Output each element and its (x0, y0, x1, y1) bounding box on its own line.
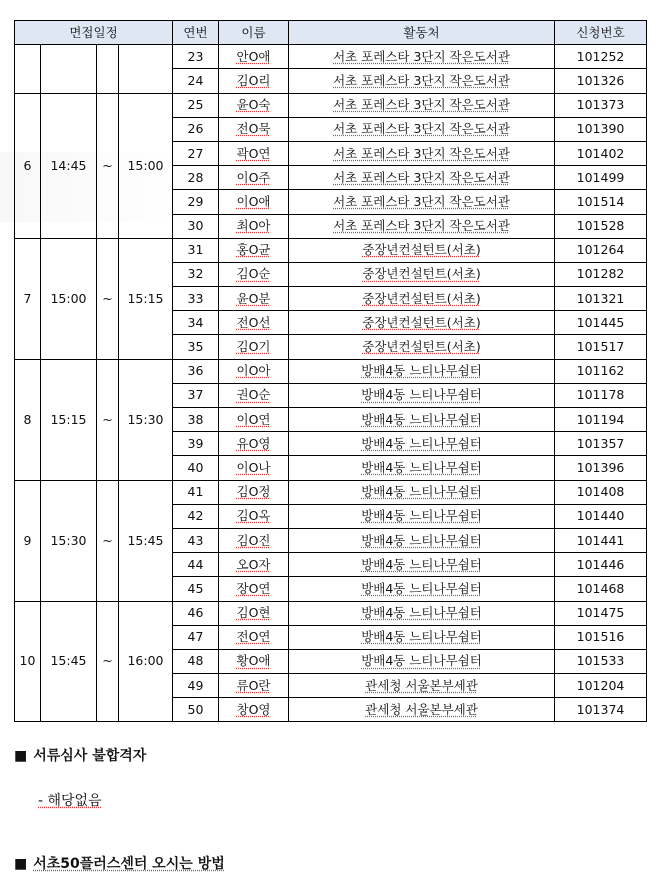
row-app-no: 101516 (555, 625, 647, 649)
row-place: 서초 포레스타 3단지 작은도서관 (289, 69, 555, 93)
row-no: 38 (173, 408, 219, 432)
directions-section-heading (14, 853, 225, 873)
schedule-index: 10 (15, 601, 41, 722)
row-place: 방배4동 느티나무쉼터 (289, 359, 555, 383)
row-place: 중장년컨설턴트(서초) (289, 287, 555, 311)
row-name: 창O영 (219, 698, 289, 722)
row-place: 서초 포레스타 3단지 작은도서관 (289, 45, 555, 69)
row-place: 중장년컨설턴트(서초) (289, 335, 555, 359)
row-name: 안O애 (219, 45, 289, 69)
row-place: 관세청 서울본부세관 (289, 698, 555, 722)
row-name: 류O란 (219, 674, 289, 698)
row-name: 이O나 (219, 456, 289, 480)
row-place: 서초 포레스타 3단지 작은도서관 (289, 190, 555, 214)
row-app-no: 101468 (555, 577, 647, 601)
schedule-start-time: 15:45 (41, 601, 97, 722)
schedule-separator: ~ (97, 93, 119, 238)
schedule-separator: ~ (97, 480, 119, 601)
row-app-no: 101252 (555, 45, 647, 69)
row-app-no: 101357 (555, 432, 647, 456)
schedule-end-time: 15:15 (119, 238, 173, 359)
row-no: 50 (173, 698, 219, 722)
row-name: 권O순 (219, 383, 289, 407)
row-app-no: 101282 (555, 262, 647, 286)
fail-section-heading (14, 745, 146, 765)
row-app-no: 101440 (555, 504, 647, 528)
row-app-no: 101374 (555, 698, 647, 722)
row-name: 홍O균 (219, 238, 289, 262)
row-no: 48 (173, 649, 219, 673)
row-app-no: 101390 (555, 117, 647, 141)
row-place: 방배4동 느티나무쉼터 (289, 577, 555, 601)
schedule-sep-empty (97, 45, 119, 93)
row-no: 39 (173, 432, 219, 456)
schedule-index: 8 (15, 359, 41, 480)
row-place: 방배4동 느티나무쉼터 (289, 480, 555, 504)
row-no: 42 (173, 504, 219, 528)
row-no: 41 (173, 480, 219, 504)
row-place: 서초 포레스타 3단지 작은도서관 (289, 141, 555, 165)
row-app-no: 101204 (555, 674, 647, 698)
row-place: 방배4동 느티나무쉼터 (289, 408, 555, 432)
schedule-start-time: 14:45 (41, 93, 97, 238)
row-app-no: 101446 (555, 553, 647, 577)
row-no: 33 (173, 287, 219, 311)
schedule-start-empty (41, 45, 97, 93)
table-row (15, 601, 647, 625)
row-name: 김O현 (219, 601, 289, 625)
row-app-no: 101517 (555, 335, 647, 359)
table-row (15, 45, 647, 69)
row-no: 24 (173, 69, 219, 93)
row-name: 윤O분 (219, 287, 289, 311)
row-no: 25 (173, 93, 219, 117)
header-schedule: 면접일정 (15, 21, 173, 45)
directions-section-title: 서초50플러스센터 오시는 방법 (33, 856, 225, 872)
row-place: 방배4동 느티나무쉼터 (289, 504, 555, 528)
schedule-index: 7 (15, 238, 41, 359)
row-no: 37 (173, 383, 219, 407)
row-name: 윤O숙 (219, 93, 289, 117)
row-no: 43 (173, 528, 219, 552)
row-name: 장O연 (219, 577, 289, 601)
row-no: 31 (173, 238, 219, 262)
row-place: 방배4동 느티나무쉼터 (289, 432, 555, 456)
row-name: 곽O연 (219, 141, 289, 165)
schedule-index: 9 (15, 480, 41, 601)
row-place: 중장년컨설턴트(서초) (289, 262, 555, 286)
row-no: 40 (173, 456, 219, 480)
row-name: 전O선 (219, 311, 289, 335)
row-name: 김O진 (219, 528, 289, 552)
schedule-separator: ~ (97, 359, 119, 480)
row-no: 34 (173, 311, 219, 335)
row-place: 방배4동 느티나무쉼터 (289, 625, 555, 649)
interview-schedule-table (14, 20, 647, 722)
row-name: 전O묵 (219, 117, 289, 141)
row-app-no: 101408 (555, 480, 647, 504)
bullet-square-icon: ■ (14, 856, 28, 872)
row-no: 32 (173, 262, 219, 286)
row-app-no: 101499 (555, 166, 647, 190)
bullet-square-icon: ■ (14, 748, 28, 764)
row-no: 26 (173, 117, 219, 141)
schedule-separator: ~ (97, 601, 119, 722)
row-app-no: 101475 (555, 601, 647, 625)
row-place: 서초 포레스타 3단지 작은도서관 (289, 166, 555, 190)
row-app-no: 101402 (555, 141, 647, 165)
row-name: 김O리 (219, 69, 289, 93)
schedule-index: 6 (15, 93, 41, 238)
schedule-end-time: 16:00 (119, 601, 173, 722)
row-name: 유O영 (219, 432, 289, 456)
row-name: 이O연 (219, 408, 289, 432)
header-place: 활동처 (289, 21, 555, 45)
header-name: 이름 (219, 21, 289, 45)
row-place: 중장년컨설턴트(서초) (289, 311, 555, 335)
header-no: 연번 (173, 21, 219, 45)
row-app-no: 101445 (555, 311, 647, 335)
row-place: 방배4동 느티나무쉼터 (289, 649, 555, 673)
row-name: 김O옥 (219, 504, 289, 528)
schedule-start-time: 15:15 (41, 359, 97, 480)
table-row (15, 480, 647, 504)
row-name: 김O순 (219, 262, 289, 286)
schedule-separator: ~ (97, 238, 119, 359)
row-name: 황O애 (219, 649, 289, 673)
schedule-end-empty (119, 45, 173, 93)
row-app-no: 101533 (555, 649, 647, 673)
schedule-start-time: 15:30 (41, 480, 97, 601)
row-app-no: 101194 (555, 408, 647, 432)
row-place: 중장년컨설턴트(서초) (289, 238, 555, 262)
row-app-no: 101514 (555, 190, 647, 214)
row-name: 최O아 (219, 214, 289, 238)
schedule-start-time: 15:00 (41, 238, 97, 359)
row-place: 서초 포레스타 3단지 작은도서관 (289, 93, 555, 117)
row-place: 서초 포레스타 3단지 작은도서관 (289, 117, 555, 141)
row-name: 전O연 (219, 625, 289, 649)
row-place: 방배4동 느티나무쉼터 (289, 383, 555, 407)
header-app-no: 신청번호 (555, 21, 647, 45)
row-no: 30 (173, 214, 219, 238)
row-app-no: 101441 (555, 528, 647, 552)
schedule-end-time: 15:00 (119, 93, 173, 238)
table-row (15, 359, 647, 383)
row-no: 49 (173, 674, 219, 698)
row-name: 이O주 (219, 166, 289, 190)
schedule-index-empty (15, 45, 41, 93)
row-place: 방배4동 느티나무쉼터 (289, 528, 555, 552)
fail-section-item: - 해당없음 (38, 793, 102, 809)
row-app-no: 101528 (555, 214, 647, 238)
row-no: 29 (173, 190, 219, 214)
row-no: 46 (173, 601, 219, 625)
row-place: 방배4동 느티나무쉼터 (289, 553, 555, 577)
row-place: 관세청 서울본부세관 (289, 674, 555, 698)
row-app-no: 101162 (555, 359, 647, 383)
row-place: 방배4동 느티나무쉼터 (289, 456, 555, 480)
row-no: 27 (173, 141, 219, 165)
row-name: 김O기 (219, 335, 289, 359)
row-place: 방배4동 느티나무쉼터 (289, 601, 555, 625)
row-name: 김O정 (219, 480, 289, 504)
row-no: 45 (173, 577, 219, 601)
row-no: 23 (173, 45, 219, 69)
row-no: 44 (173, 553, 219, 577)
schedule-end-time: 15:45 (119, 480, 173, 601)
row-name: 오O자 (219, 553, 289, 577)
row-app-no: 101264 (555, 238, 647, 262)
row-app-no: 101326 (555, 69, 647, 93)
row-no: 28 (173, 166, 219, 190)
row-place: 서초 포레스타 3단지 작은도서관 (289, 214, 555, 238)
table-header-row (15, 21, 647, 45)
table-row (15, 238, 647, 262)
row-no: 36 (173, 359, 219, 383)
row-app-no: 101373 (555, 93, 647, 117)
schedule-end-time: 15:30 (119, 359, 173, 480)
row-no: 35 (173, 335, 219, 359)
fail-section-title: 서류심사 불합격자 (33, 748, 147, 764)
row-name: 이O애 (219, 190, 289, 214)
row-app-no: 101396 (555, 456, 647, 480)
row-app-no: 101178 (555, 383, 647, 407)
row-name: 이O아 (219, 359, 289, 383)
row-app-no: 101321 (555, 287, 647, 311)
table-row (15, 93, 647, 117)
row-no: 47 (173, 625, 219, 649)
